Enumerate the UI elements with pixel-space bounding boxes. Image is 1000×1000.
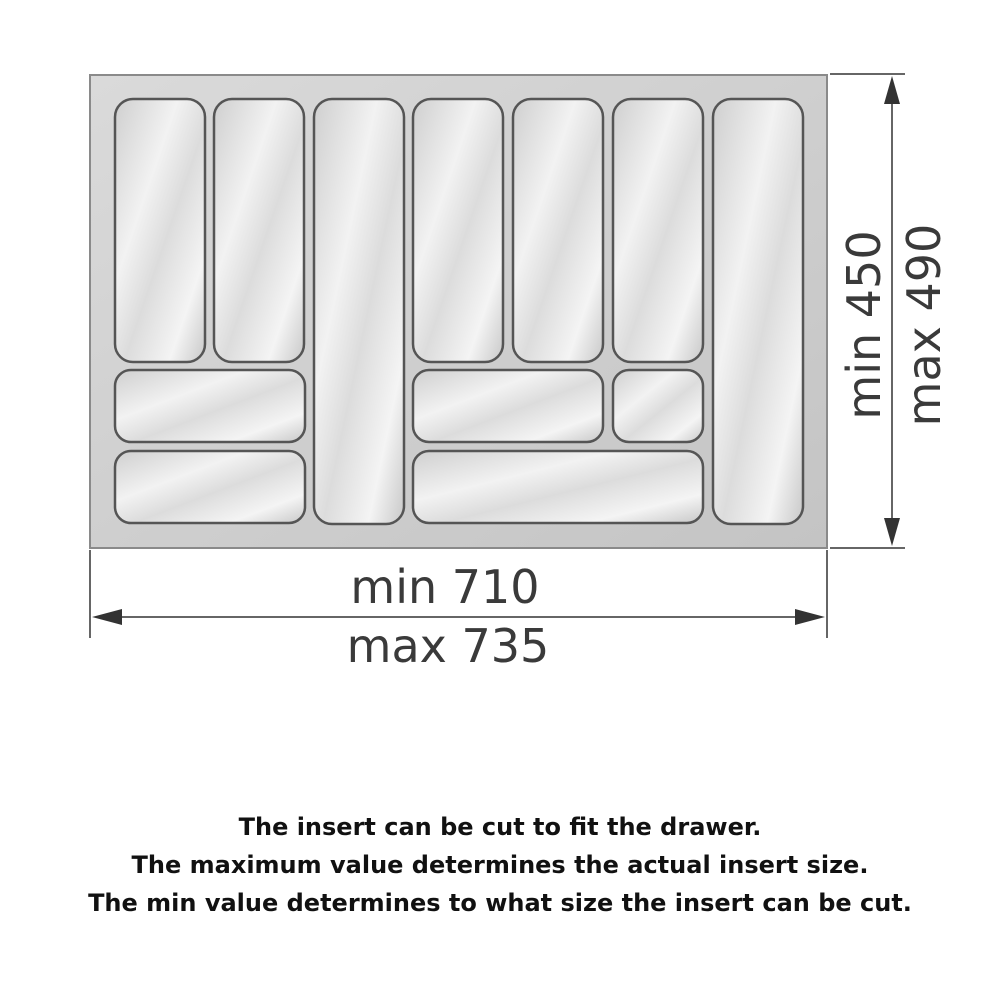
height-max-label: max 490	[897, 223, 951, 427]
compartment-left-mid	[115, 370, 305, 442]
compartment-small	[613, 370, 703, 442]
arrow-down-icon	[884, 518, 900, 546]
caption	[0, 808, 1000, 922]
compartment-top-4	[513, 99, 603, 362]
compartment-top-1	[115, 99, 205, 362]
arrow-up-icon	[884, 76, 900, 104]
compartment-top-5	[613, 99, 703, 362]
caption-line-1: The insert can be cut to fit the drawer.	[238, 813, 762, 841]
compartment-tall-right	[713, 99, 803, 524]
compartment-top-2	[214, 99, 304, 362]
compartment-tall-left	[314, 99, 404, 524]
compartments	[115, 99, 803, 524]
arrow-right-icon	[795, 609, 825, 625]
compartment-center-mid	[413, 370, 603, 442]
compartment-center-bottom	[413, 451, 703, 523]
arrow-left-icon	[92, 609, 122, 625]
caption-line-2: The maximum value determines the actual insert size.	[131, 851, 869, 879]
height-min-label: min 450	[837, 230, 891, 420]
width-min-label: min 710	[350, 560, 540, 614]
compartment-top-3	[413, 99, 503, 362]
compartment-left-bottom	[115, 451, 305, 523]
width-max-label: max 735	[346, 619, 550, 673]
caption-line-3: The min value determines to what size the insert can be cut.	[88, 889, 912, 917]
